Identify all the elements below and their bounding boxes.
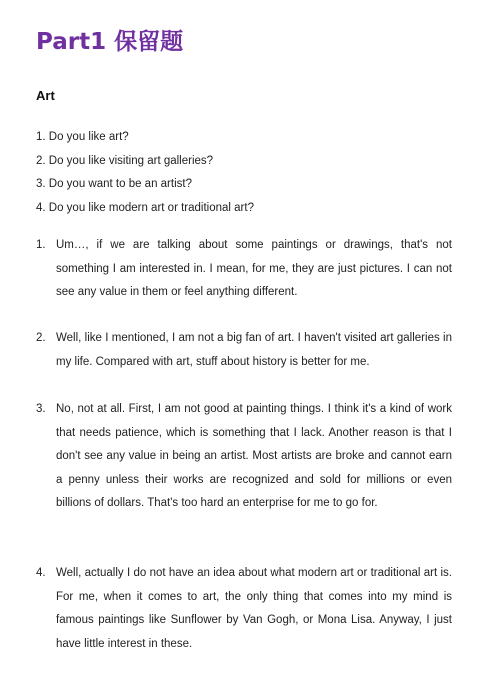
answer-number: 3. [36,403,46,415]
answer-item [36,234,452,305]
answer-text: Um…, if we are talking about some paintings or drawings, that's not something I am interested in. I mean, for me, they are just pictures. I can not see any value in them or feel anything different. [56,239,452,298]
question-item: 2. Do you like visiting art galleries? [36,154,214,167]
answer-number: 1. [36,239,46,251]
question-item: 4. Do you like modern art or traditional art? [36,202,254,215]
section-heading: Art [36,88,55,103]
answer-number: 2. [36,332,46,344]
answer-item [36,398,452,516]
answer-item [36,327,452,374]
answer-text: No, not at all. First, I am not good at painting things. I think it's a kind of work that needs patience, which is something that I lack. Another reason is that I don't see any value in being an artist. Most artists are broke and cannot earn a penny unless their works are recognized and sold for millions or even billions of dollars. That's too hard an enterprise for me to go for. [56,403,452,509]
answer-item [36,562,452,656]
answer-number: 4. [36,567,46,579]
question-list [36,126,254,221]
page-title: Part1 保留题 [36,29,184,55]
answer-text: Well, like I mentioned, I am not a big fan of art. I haven't visited art galleries in my life. Compared with art, stuff about history is better for me. [56,332,452,368]
answer-text: Well, actually I do not have an idea about what modern art or traditional art is. For me, when it comes to art, the only thing that comes into my mind is famous paintings like Sunflower by Van Gogh, or Mona Lisa. Anyway, I just have little interest in these. [56,567,452,650]
question-item: 3. Do you want to be an artist? [36,178,192,191]
question-item: 1. Do you like art? [36,131,129,143]
